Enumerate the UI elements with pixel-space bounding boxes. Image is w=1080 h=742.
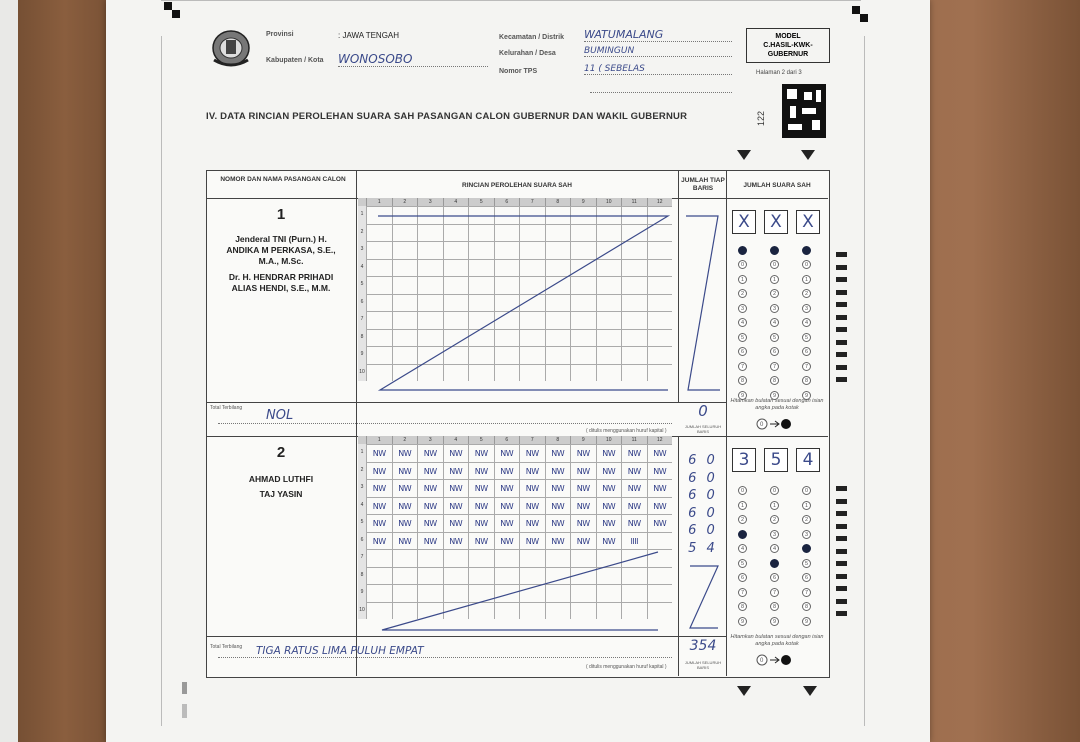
tally-cell: NW (366, 514, 392, 532)
tally-cell: NW (621, 497, 647, 515)
timing-mark (836, 327, 847, 332)
column-number: 10 (596, 198, 622, 206)
tally-cell: NW (417, 497, 443, 515)
row-total: 6 0 (688, 505, 718, 521)
tally-cell: NW (443, 444, 469, 462)
digit-box: X (764, 210, 788, 234)
tally-cell: NW (468, 497, 494, 515)
column-number: 5 (468, 198, 494, 206)
form-sheet (106, 0, 930, 742)
row-number: 6 (358, 294, 366, 312)
row-number: 3 (358, 479, 366, 497)
row-number: 9 (358, 346, 366, 364)
tally-cell: NW (443, 514, 469, 532)
arrow-marker-icon (801, 150, 815, 160)
kecamatan-label: Kecamatan / Distrik (499, 34, 564, 41)
c1-terbilang-label: Total Terbilang (210, 405, 243, 411)
provinsi-label: Provinsi (266, 31, 294, 38)
tally-cell: NW (596, 497, 622, 515)
tally-cell: NW (519, 532, 545, 550)
digit-bubble: 3 (802, 304, 811, 313)
row-number: 8 (358, 567, 366, 585)
marker-dot (802, 246, 811, 255)
tally-cell: NW (468, 514, 494, 532)
digit-bubble: 5 (770, 333, 779, 342)
digit-bubble: 0 (770, 486, 779, 495)
tally-cell: NW (417, 479, 443, 497)
column-number: 4 (443, 198, 469, 206)
digit-bubble: 9 (770, 391, 779, 400)
tally-cell: NW (570, 514, 596, 532)
tally-cell: NW (596, 479, 622, 497)
column-number: 9 (570, 198, 596, 206)
tally-cell: NW (392, 444, 418, 462)
tally-cell: NW (647, 514, 673, 532)
digit-box: X (732, 210, 756, 234)
marker-dot (770, 246, 779, 255)
name-line: Jenderal TNI (Purn.) H. (235, 234, 327, 244)
tally-cell: NW (468, 462, 494, 480)
row-number: 2 (358, 462, 366, 480)
tally-cell: NW (545, 479, 571, 497)
section-title: IV. DATA RINCIAN PEROLEHAN SUARA SAH PASANGAN CALON GUBERNUR DAN WAKIL GUBERNUR (206, 111, 688, 122)
name-line: ALIAS HENDI, S.E., M.M. (231, 283, 331, 293)
digit-bubble: 6 (770, 573, 779, 582)
tally-cell: NW (596, 532, 622, 550)
timing-mark (836, 277, 847, 282)
tally-cell: NW (519, 444, 545, 462)
svg-text:0: 0 (760, 422, 764, 428)
digit-bubble: 5 (738, 559, 747, 568)
tally-cell: NW (468, 532, 494, 550)
timing-mark (836, 599, 847, 604)
c1-hitamkan-note: Hitamkan bulatan sesuai dengan isian angka pada kotak (730, 398, 824, 411)
name-line: ANDIKA M PERKASA, S.E., (226, 245, 336, 255)
kabupaten-value: WONOSOBO (338, 52, 488, 67)
tally-cell: NW (494, 497, 520, 515)
tally-cell: NW (570, 532, 596, 550)
digit-bubble: 7 (802, 362, 811, 371)
tally-cell: NW (545, 514, 571, 532)
name-line: TAJ YASIN (259, 489, 303, 499)
candidate-2-z-strike (358, 436, 678, 636)
tally-cell: NW (417, 444, 443, 462)
tally-cell: NW (596, 444, 622, 462)
column-number: 10 (596, 436, 622, 444)
digit-bubble (738, 530, 747, 539)
row-number: 5 (358, 514, 366, 532)
name-line: AHMAD LUTHFI (248, 474, 314, 484)
digit-bubble: 7 (738, 362, 747, 371)
row-number: 2 (358, 224, 366, 242)
digit-bubble: 3 (738, 304, 747, 313)
digit-bubble: 9 (802, 391, 811, 400)
digit-bubble: 5 (738, 333, 747, 342)
tally-cell: NW (443, 462, 469, 480)
tally-cell: NW (417, 462, 443, 480)
tally-cell: NW (519, 479, 545, 497)
digit-bubble (802, 544, 811, 553)
candidate-2-total: 354 (689, 638, 717, 654)
tally-cell: NW (519, 462, 545, 480)
tally-cell: NW (621, 479, 647, 497)
column-number: 2 (392, 436, 418, 444)
candidate-1-rowtotal-strike (680, 198, 726, 398)
tally-cell: NW (621, 514, 647, 532)
column-number: 3 (417, 436, 443, 444)
tally-cell: NW (647, 497, 673, 515)
tally-cell: NW (647, 462, 673, 480)
model-line: MODEL (775, 33, 801, 40)
tally-cell: NW (392, 497, 418, 515)
tally-cell: NW (366, 462, 392, 480)
row-number: 10 (358, 602, 366, 620)
column-number: 4 (443, 436, 469, 444)
tally-cell: IIII (621, 532, 647, 550)
candidate-1-name (206, 234, 356, 294)
tally-cell: NW (443, 479, 469, 497)
timing-mark (836, 611, 847, 616)
svg-text:0: 0 (760, 658, 764, 664)
c2-terbilang-label: Total Terbilang (210, 644, 243, 650)
c2-huruf-note: ( ditulis menggunakan huruf kapital ) (586, 664, 667, 670)
digit-bubble: 0 (802, 260, 811, 269)
arrow-marker-icon (737, 150, 751, 160)
column-number: 2 (392, 198, 418, 206)
column-number: 8 (545, 436, 571, 444)
digit-bubble: 5 (802, 559, 811, 568)
digit-bubble: 3 (770, 530, 779, 539)
digit-bubble: 7 (770, 588, 779, 597)
row-number: 10 (358, 364, 366, 382)
candidate-1-z-strike (358, 198, 678, 398)
kelurahan-label: Kelurahan / Desa (499, 50, 556, 57)
digit-bubble: 7 (802, 588, 811, 597)
digit-bubble: 2 (770, 515, 779, 524)
tally-cell: NW (570, 444, 596, 462)
tally-cell: NW (443, 532, 469, 550)
bubble-example-icon (756, 418, 796, 430)
column-number: 7 (519, 198, 545, 206)
digit-bubble: 6 (802, 573, 811, 582)
digit-bubble: 1 (770, 275, 779, 284)
digit-bubble: 2 (738, 515, 747, 524)
digit-bubble: 8 (738, 376, 747, 385)
page-info: Halaman 2 dari 3 (756, 70, 802, 76)
digit-bubble: 3 (770, 304, 779, 313)
tally-cell: NW (392, 479, 418, 497)
tally-cell: NW (392, 462, 418, 480)
candidate-2-number: 2 (276, 444, 286, 461)
marker-dot (738, 246, 747, 255)
column-number: 12 (647, 198, 673, 206)
timing-mark (836, 290, 847, 295)
tally-cell: NW (596, 462, 622, 480)
timing-mark (836, 586, 847, 591)
digit-bubble: 8 (770, 602, 779, 611)
tally-cell: NW (545, 462, 571, 480)
kabupaten-label: Kabupaten / Kota (266, 57, 324, 64)
adjacent-paper-edge (0, 0, 18, 742)
header-nomor-nama: NOMOR DAN NAMA PASANGAN CALON (220, 176, 346, 183)
candidate-2-terbilang: TIGA RATUS LIMA PULUH EMPAT (218, 645, 672, 658)
timing-mark (836, 377, 847, 382)
c1-jumlah-note: JUMLAH SELURUH BARIS (684, 424, 722, 434)
row-number: 8 (358, 329, 366, 347)
corner-marker (860, 14, 868, 22)
digit-bubble: 2 (770, 289, 779, 298)
tally-cell: NW (570, 479, 596, 497)
digit-bubble: 5 (802, 333, 811, 342)
tally-cell: NW (494, 514, 520, 532)
column-number: 11 (621, 198, 647, 206)
row-number: 1 (358, 206, 366, 224)
timing-mark (836, 486, 847, 491)
tally-cell: NW (519, 497, 545, 515)
row-total: 6 0 (688, 470, 718, 486)
tally-cell: NW (417, 514, 443, 532)
corner-marker (852, 6, 860, 14)
tally-cell: NW (366, 532, 392, 550)
digit-bubble: 1 (770, 501, 779, 510)
name-line: Dr. H. HENDRAR PRIHADI (228, 272, 334, 282)
row-number: 4 (358, 497, 366, 515)
timing-mark (836, 265, 847, 270)
digit-bubble: 0 (738, 486, 747, 495)
digit-bubble: 4 (770, 318, 779, 327)
digit-bubble: 4 (738, 544, 747, 553)
tally-cell: NW (596, 514, 622, 532)
digit-bubble: 3 (802, 530, 811, 539)
qr-number: 122 (756, 110, 766, 126)
column-number: 1 (366, 436, 392, 444)
candidate-1-number: 1 (276, 206, 286, 223)
digit-bubble: 8 (738, 602, 747, 611)
row-number: 5 (358, 276, 366, 294)
timing-mark (836, 365, 847, 370)
timing-mark (836, 561, 847, 566)
tally-cell: NW (392, 532, 418, 550)
row-total: 5 4 (688, 540, 718, 556)
tps-label: Nomor TPS (499, 68, 538, 75)
column-number: 5 (468, 436, 494, 444)
column-number: 1 (366, 198, 392, 206)
digit-box: 5 (764, 448, 788, 472)
digit-bubble: 2 (802, 289, 811, 298)
column-number: 9 (570, 436, 596, 444)
tally-cell: NW (366, 444, 392, 462)
row-number: 1 (358, 444, 366, 462)
column-number: 8 (545, 198, 571, 206)
kelurahan-value: BUMINGUN (584, 46, 732, 57)
timing-mark (836, 536, 847, 541)
tally-cell: NW (494, 532, 520, 550)
corner-marker (172, 10, 180, 18)
row-number: 7 (358, 311, 366, 329)
timing-mark (836, 340, 847, 345)
candidate-1-terbilang: NOL (218, 408, 672, 424)
row-number: 7 (358, 549, 366, 567)
provinsi-value: : JAWA TENGAH (338, 31, 400, 40)
digit-bubble: 7 (738, 588, 747, 597)
column-number: 7 (519, 436, 545, 444)
column-number: 12 (647, 436, 673, 444)
model-code-box (746, 28, 830, 63)
timing-mark (836, 574, 847, 579)
digit-bubble: 6 (738, 573, 747, 582)
digit-bubble: 8 (802, 376, 811, 385)
digit-bubble: 0 (802, 486, 811, 495)
digit-bubble: 2 (802, 515, 811, 524)
tally-cell: NW (468, 444, 494, 462)
digit-bubble: 4 (770, 544, 779, 553)
candidate-1-total: 0 (698, 402, 708, 420)
c2-hitamkan-note: Hitamkan bulatan sesuai dengan isian angka pada kotak (730, 634, 824, 647)
tally-cell: NW (366, 479, 392, 497)
digit-bubble: 9 (802, 617, 811, 626)
row-number: 6 (358, 532, 366, 550)
digit-bubble: 1 (802, 275, 811, 284)
digit-bubble: 9 (770, 617, 779, 626)
digit-bubble (770, 559, 779, 568)
tally-cell: NW (519, 514, 545, 532)
tally-cell: NW (494, 444, 520, 462)
digit-box: 3 (732, 448, 756, 472)
model-line: C.HASIL-KWK- (763, 42, 813, 49)
candidate-2-name (206, 474, 356, 500)
corner-marker (164, 2, 172, 10)
timing-mark (836, 315, 847, 320)
tally-cell: NW (366, 497, 392, 515)
tally-cell: NW (621, 462, 647, 480)
tally-cell: NW (545, 532, 571, 550)
tally-cell: NW (545, 444, 571, 462)
timing-mark (836, 549, 847, 554)
bubble-example-icon (756, 654, 796, 666)
row-total: 6 0 (688, 453, 718, 468)
tally-cell: NW (417, 532, 443, 550)
header-rincian: RINCIAN PEROLEHAN SUARA SAH (462, 182, 572, 189)
column-number: 6 (494, 198, 520, 206)
name-line: M.A., M.Sc. (258, 256, 304, 266)
timing-mark (836, 499, 847, 504)
column-number: 11 (621, 436, 647, 444)
kecamatan-value: WATUMALANG (584, 28, 732, 42)
digit-bubble: 2 (738, 289, 747, 298)
digit-bubble: 0 (738, 260, 747, 269)
row-total: 6 0 (688, 523, 718, 538)
tally-cell: NW (570, 462, 596, 480)
column-number: 3 (417, 198, 443, 206)
tps-value: 11 ( SEBELAS (584, 64, 732, 75)
timing-mark (836, 302, 847, 307)
row-number: 3 (358, 241, 366, 259)
tally-cell: NW (647, 444, 673, 462)
tally-cell: NW (570, 497, 596, 515)
digit-bubble: 6 (802, 347, 811, 356)
row-total: 6 0 (688, 488, 718, 503)
digit-bubble: 9 (738, 391, 747, 400)
digit-bubble: 6 (770, 347, 779, 356)
digit-bubble: 8 (802, 602, 811, 611)
digit-bubble: 4 (738, 318, 747, 327)
province-emblem-icon (210, 26, 252, 72)
arrow-marker-icon (803, 686, 817, 696)
tally-cell: NW (647, 479, 673, 497)
timing-mark (836, 511, 847, 516)
row-number: 9 (358, 584, 366, 602)
header-jumlah-suara-sah: JUMLAH SUARA SAH (743, 182, 811, 189)
c1-huruf-note: ( ditulis menggunakan huruf kapital ) (586, 428, 667, 434)
digit-box: 4 (796, 448, 820, 472)
column-number: 6 (494, 436, 520, 444)
digit-bubble: 4 (802, 318, 811, 327)
timing-mark (836, 252, 847, 257)
digit-box: X (796, 210, 820, 234)
timing-mark (836, 524, 847, 529)
tally-cell: NW (494, 462, 520, 480)
digit-bubble: 6 (738, 347, 747, 356)
timing-mark (836, 352, 847, 357)
digit-bubble: 1 (738, 275, 747, 284)
tally-cell: NW (494, 479, 520, 497)
header-jumlah-tiap-baris: JUMLAH TIAP BARIS (681, 177, 725, 192)
qr-code-icon (782, 84, 826, 138)
arrow-marker-icon (737, 686, 751, 696)
digit-bubble: 9 (738, 617, 747, 626)
tally-cell: NW (443, 497, 469, 515)
digit-bubble: 1 (738, 501, 747, 510)
digit-bubble: 8 (770, 376, 779, 385)
tally-cell: NW (621, 444, 647, 462)
tally-cell: NW (468, 479, 494, 497)
digit-bubble: 7 (770, 362, 779, 371)
row-number: 4 (358, 259, 366, 277)
tally-cell: NW (545, 497, 571, 515)
tally-cell: NW (392, 514, 418, 532)
c2-jumlah-note: JUMLAH SELURUH BARIS (684, 660, 722, 670)
candidate-2-rowtotal-strike (680, 436, 726, 636)
model-line: GUBERNUR (767, 51, 809, 58)
digit-bubble: 0 (770, 260, 779, 269)
digit-bubble: 1 (802, 501, 811, 510)
